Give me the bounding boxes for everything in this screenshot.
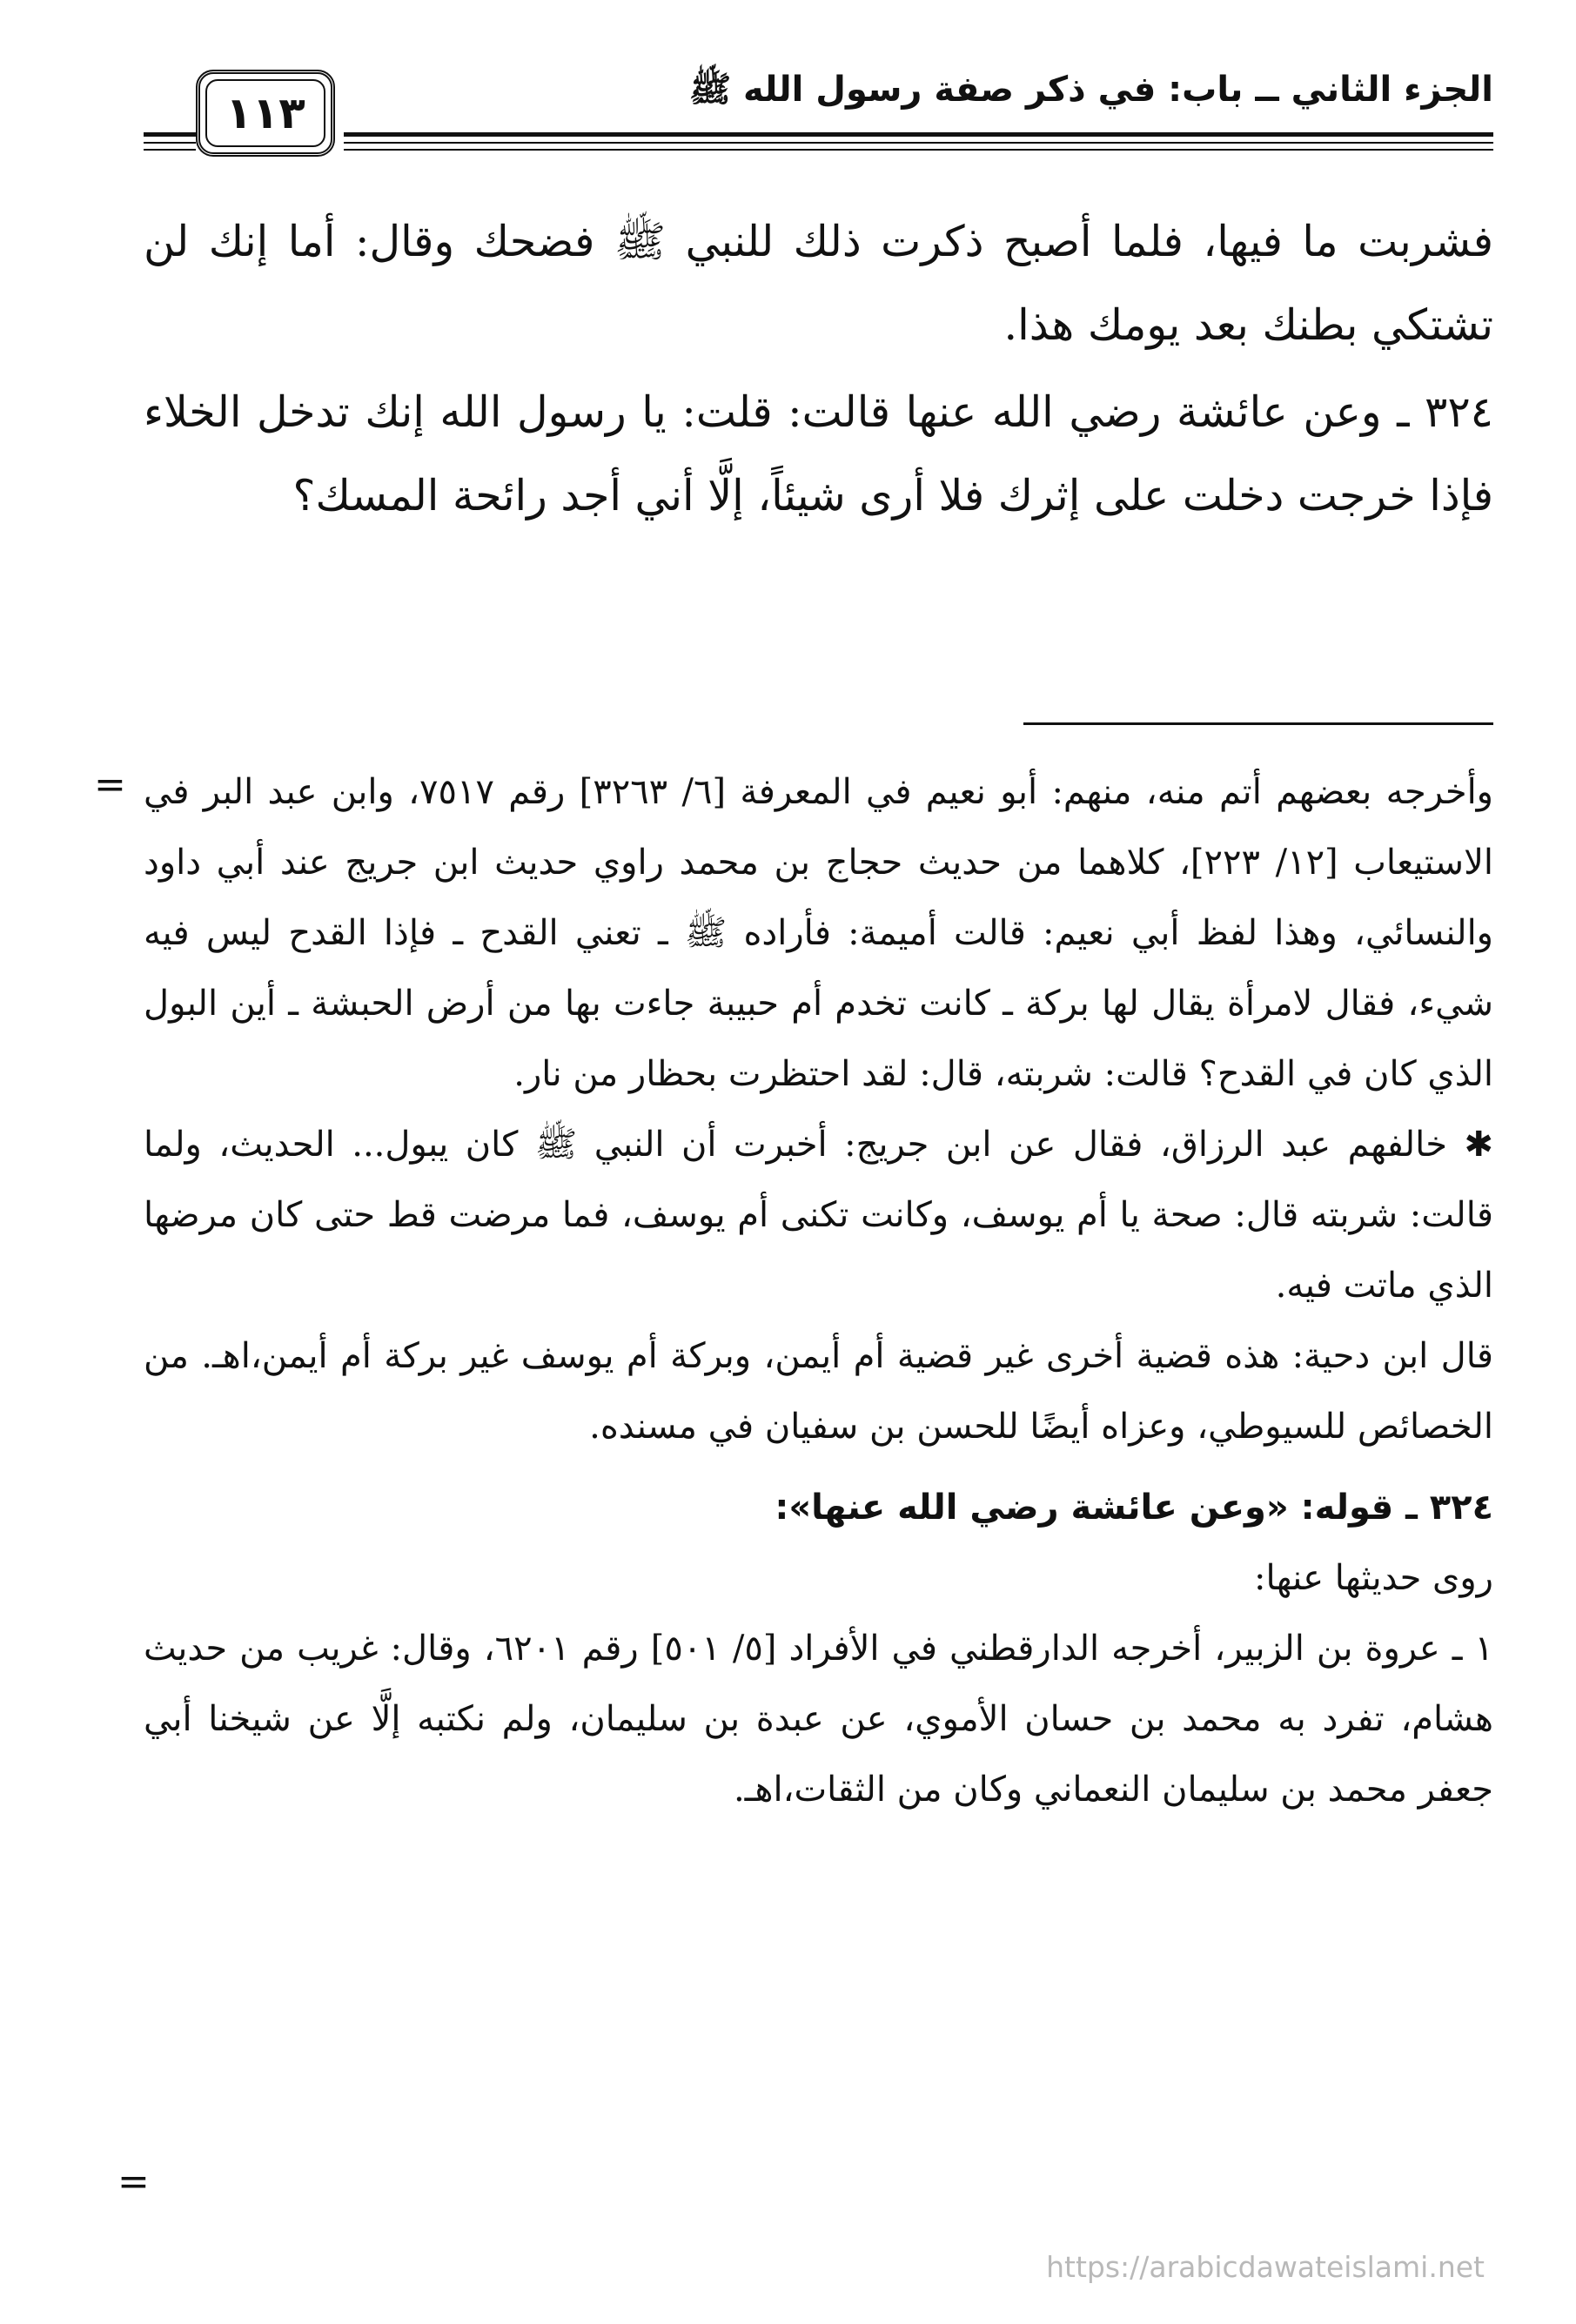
- page-number: ١١٣: [225, 88, 305, 138]
- page-number-frame: [196, 70, 335, 157]
- header-rule-left: [144, 149, 196, 151]
- running-header: [144, 61, 1493, 157]
- footnote-paragraph: ١ ـ عروة بن الزبير، أخرجه الدارقطني في الأفراد [٥/ ٥٠١] رقم ٦٢٠١، وقال: غريب من حديث هشام، تفرد به محمد بن حسان الأموي، عن عبدة بن سليمان، ولم نكتبه إلَّا عن شيخنا أبي جعفر محمد بن سليمان النعماني وكان من الثقات،اهـ.: [144, 1629, 1494, 1810]
- footnote-paragraph: ✱ خالفهم عبد الرزاق، فقال عن ابن جريج: أخبرت أن النبي ﷺ كان يبول... الحديث، ولما قالت: شربته قال: صحة يا أم يوسف، وكانت تكنى أم يوسف، فما مرضت قط حتى كان مرضها الذي ماتت فيه.: [144, 1125, 1493, 1306]
- header-rule-thick: [344, 132, 1493, 137]
- footnote-paragraph: روى حديثها عنها:: [1254, 1558, 1493, 1598]
- footnote-heading: ٣٢٤ ـ قوله: «وعن عائشة رضي الله عنها»:: [775, 1488, 1493, 1528]
- footnote-paragraph: قال ابن دحية: هذه قضية أخرى غير قضية أم أيمن، وبركة أم يوسف غير بركة أم أيمن،اهـ. من الخصائص للسيوطي، وعزاه أيضًا للحسن بن سفيان في مسنده.: [144, 1336, 1493, 1447]
- header-rule-thin: [344, 142, 1493, 144]
- footnotes: [144, 757, 1493, 1825]
- header-rule-left: [144, 132, 196, 137]
- footnote-separator: [1023, 722, 1493, 725]
- watermark-url: https://arabicdawateislami.net: [1046, 2250, 1485, 2284]
- chapter-title: الجزء الثاني ــ باب: في ذكر صفة رسول الله ﷺ: [688, 70, 1493, 110]
- continuation-mark-top: =: [94, 762, 126, 807]
- main-paragraph: فشربت ما فيها، فلما أصبح ذكرت ذلك للنبي ﷺ فضحك وقال: أما إنك لن تشتكي بطنك بعد يومك هذا.: [144, 217, 1493, 350]
- footnote-paragraph: وأخرجه بعضهم أتم منه، منهم: أبو نعيم في المعرفة [٦/ ٣٢٦٣] رقم ٧٥١٧، وابن عبد البر في الاستيعاب [١٢/ ٢٢٣]، كلاهما من حديث حجاج بن محمد راوي حديث ابن جريج عند أبي داود والنسائي، وهذا لفظ أبي نعيم: قالت أميمة: فأراده ﷺ ـ تعني القدح ـ فإذا القدح ليس فيه شيء، فقال لامرأة يقال لها بركة ـ كانت تخدم أم حبيبة جاءت بها من أرض الحبشة ـ أين البول الذي كان في القدح؟ قالت: شربته، قال: لقد احتظرت بحظار من نار.: [144, 772, 1493, 1094]
- header-rule-thin: [344, 149, 1493, 151]
- header-rule-left: [144, 142, 196, 144]
- main-paragraph-hadith-324: ٣٢٤ ـ وعن عائشة رضي الله عنها قالت: قلت: يا رسول الله إنك تدخل الخلاء فإذا خرجت دخلت على إثرك فلا أرى شيئاً، إلَّا أني أجد رائحة المسك؟: [144, 387, 1493, 521]
- main-text: [144, 200, 1493, 538]
- continuation-mark-bottom: =: [117, 2159, 150, 2204]
